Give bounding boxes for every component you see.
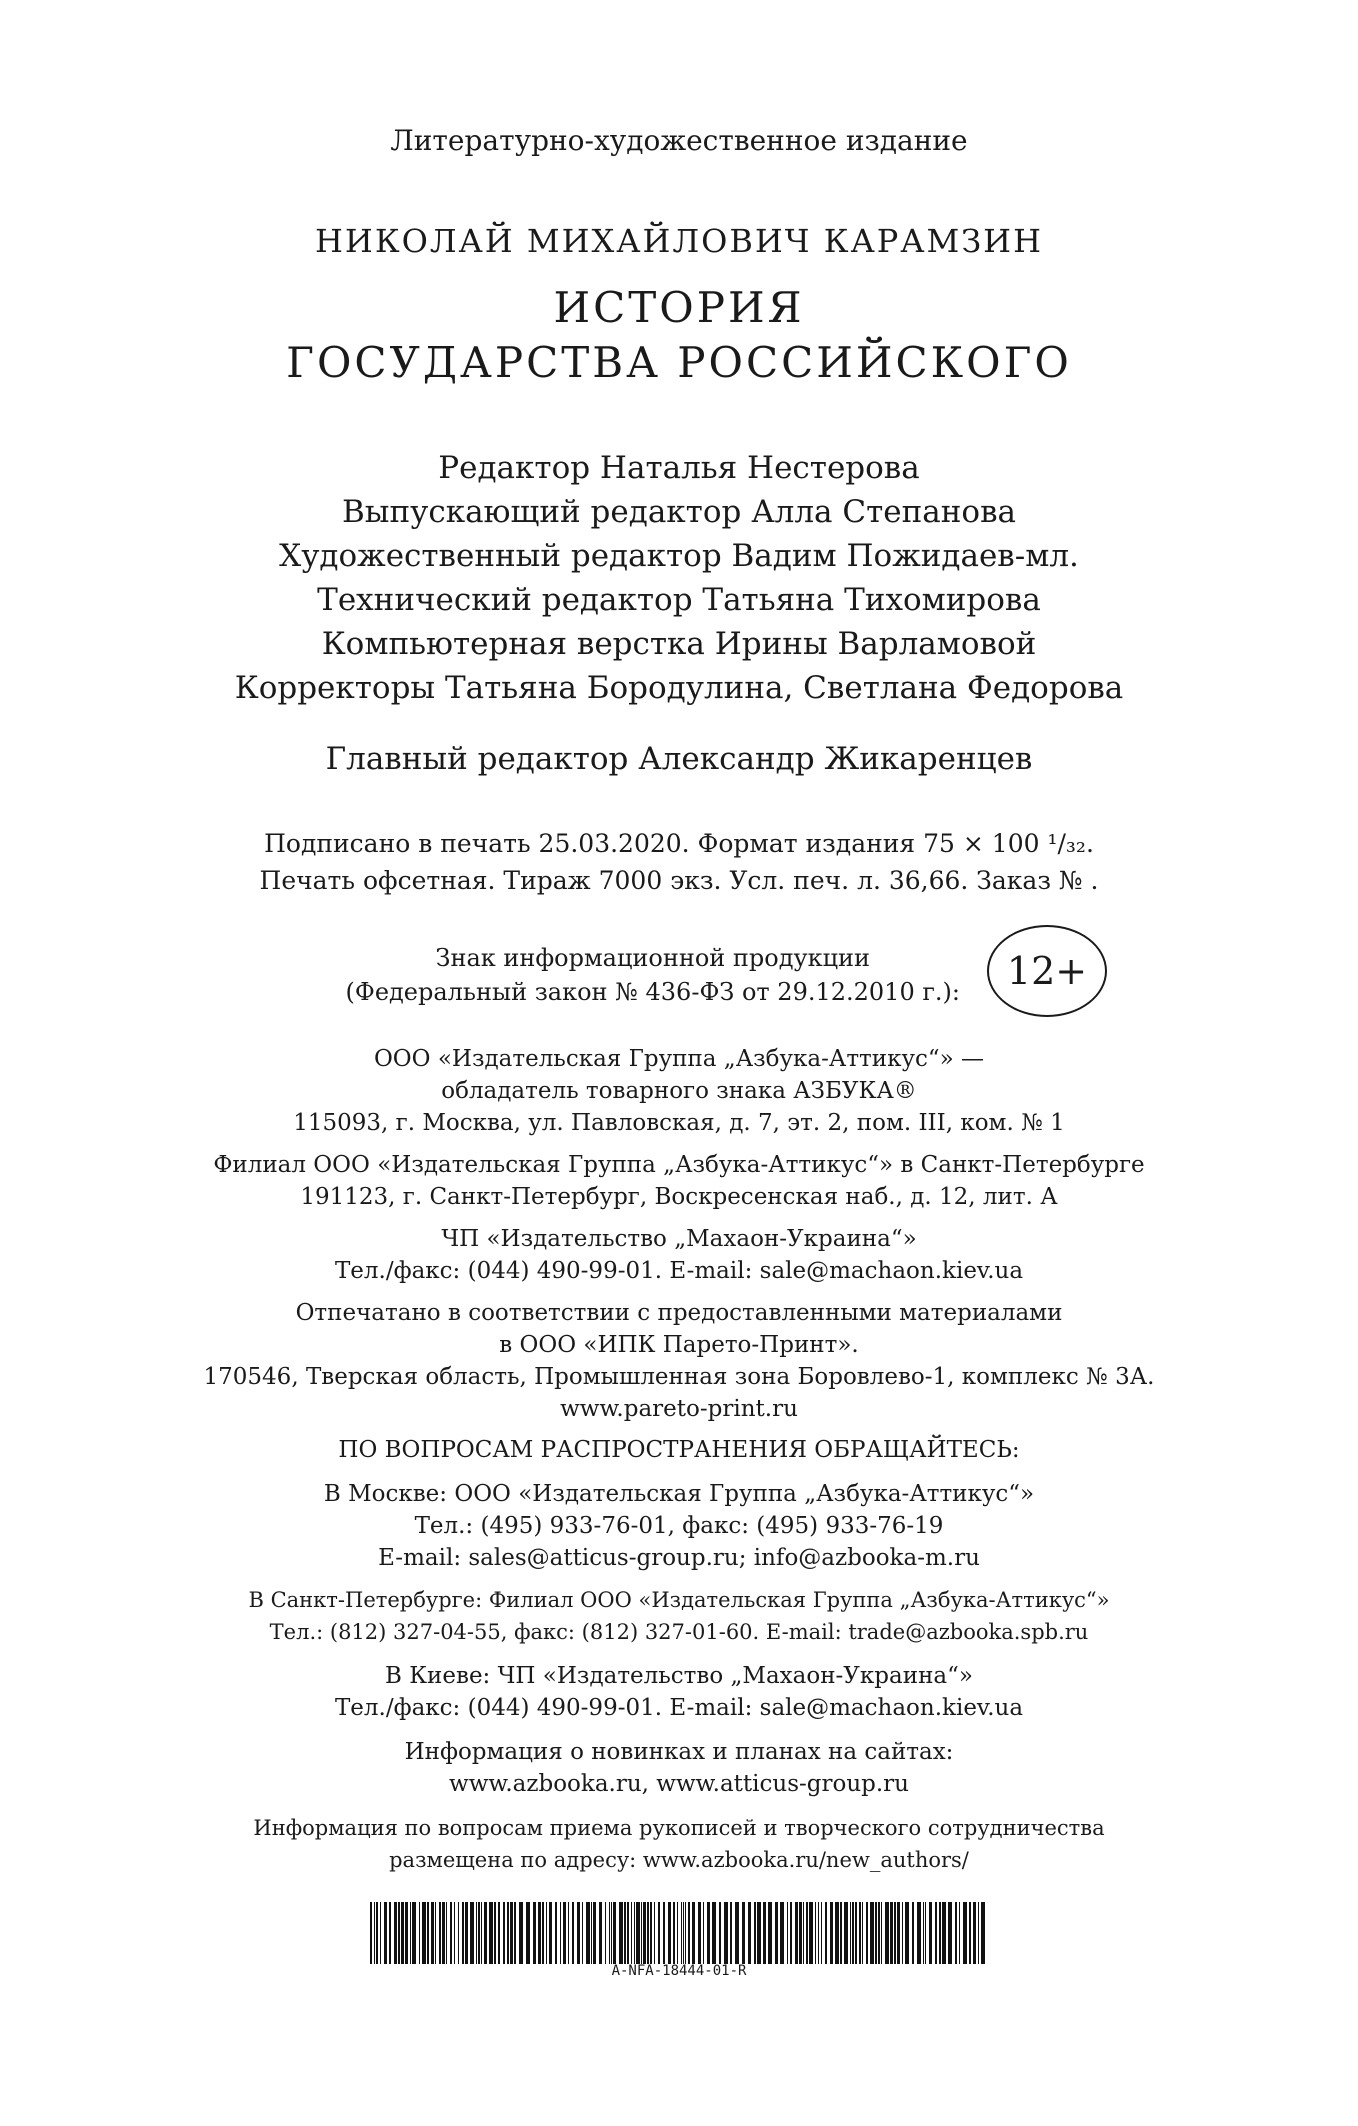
dist-moscow-line-2: Тел.: (495) 933-76-01, факс: (495) 933-76-19 bbox=[414, 1513, 944, 1539]
branch-spb-address: 191123, г. Санкт-Петербург, Воскресенская наб., д. 12, лит. А bbox=[300, 1184, 1058, 1210]
printed-line-2: в ООО «ИПК Парето-Принт». bbox=[499, 1332, 859, 1358]
dist-moscow-line-1: В Москве: ООО «Издательская Группа „Азбука-Аттикус“» bbox=[323, 1481, 1035, 1507]
age-rating-label bbox=[346, 941, 960, 1009]
branch-ua-contacts: Тел./факс: (044) 490-99-01. E-mail: sale@machaon.kiev.ua bbox=[334, 1258, 1024, 1284]
publisher-line-2: обладатель товарного знака АЗБУКА® bbox=[441, 1078, 917, 1104]
author-name: НИКОЛАЙ МИХАЙЛОВИЧ КАРАМЗИН bbox=[315, 222, 1043, 260]
sites-line-2: www.azbooka.ru, www.atticus-group.ru bbox=[449, 1771, 909, 1797]
printed-line-1: Отпечатано в соответствии с предоставленными материалами bbox=[295, 1300, 1063, 1326]
publisher-address: 115093, г. Москва, ул. Павловская, д. 7, эт. 2, пом. III, ком. № 1 bbox=[293, 1110, 1065, 1136]
printed-website: www.pareto-print.ru bbox=[560, 1396, 798, 1422]
branch-spb-line-1: Филиал ООО «Издательская Группа „Азбука-Аттикус“» в Санкт-Петербурге bbox=[213, 1152, 1145, 1178]
dist-moscow-line-3: E-mail: sales@atticus-group.ru; info@azbooka-m.ru bbox=[378, 1545, 980, 1571]
publisher-line-1: ООО «Издательская Группа „Азбука-Аттикус“» — bbox=[373, 1046, 985, 1072]
dist-spb-line-2: Тел.: (812) 327-04-55, факс: (812) 327-01-60. E-mail: trade@azbooka.spb.ru bbox=[269, 1620, 1089, 1644]
book-title-line-2: ГОСУДАРСТВА РОССИЙСКОГО bbox=[286, 338, 1072, 387]
credit-proofreaders: Корректоры Татьяна Бородулина, Светлана Федорова bbox=[234, 670, 1124, 706]
dist-spb-line-1: В Санкт-Петербурге: Филиал ООО «Издательская Группа „Азбука-Аттикус“» bbox=[248, 1588, 1110, 1612]
print-info-line-1: Подписано в печать 25.03.2020. Формат издания 75 × 100 ¹/₃₂. bbox=[264, 829, 1094, 858]
age-label-line-1: Знак информационной продукции bbox=[435, 944, 871, 972]
age-rating-block bbox=[0, 925, 1358, 1025]
manuscripts-line-2: размещена по адресу: www.azbooka.ru/new_authors/ bbox=[389, 1848, 969, 1872]
age-label-line-2: (Федеральный закон № 436-ФЗ от 29.12.2010 г.): bbox=[345, 978, 960, 1006]
branch-ua-line-1: ЧП «Издательство „Махаон-Украина“» bbox=[441, 1226, 917, 1252]
dist-kiev-line-2: Тел./факс: (044) 490-99-01. E-mail: sale@machaon.kiev.ua bbox=[334, 1695, 1024, 1721]
book-title-line-1: ИСТОРИЯ bbox=[553, 283, 805, 332]
chief-editor: Главный редактор Александр Жикаренцев bbox=[325, 741, 1033, 777]
print-info-line-2: Печать офсетная. Тираж 7000 экз. Усл. печ. л. 36,66. Заказ № . bbox=[259, 866, 1099, 895]
credit-art-editor: Художественный редактор Вадим Пожидаев-мл. bbox=[279, 538, 1079, 574]
credit-managing-editor: Выпускающий редактор Алла Степанова bbox=[341, 494, 1017, 530]
barcode-text: A-NFA-18444-01-R bbox=[611, 1963, 747, 1979]
dist-kiev-line-1: В Киеве: ЧП «Издательство „Махаон-Украина“» bbox=[385, 1663, 973, 1689]
printed-line-3: 170546, Тверская область, Промышленная зона Боровлево-1, комплекс № 3А. bbox=[203, 1364, 1155, 1390]
sites-line-1: Информация о новинках и планах на сайтах: bbox=[404, 1739, 954, 1765]
manuscripts-line-1: Информация по вопросам приема рукописей и творческого сотрудничества bbox=[253, 1816, 1105, 1840]
distribution-heading: ПО ВОПРОСАМ РАСПРОСТРАНЕНИЯ ОБРАЩАЙТЕСЬ: bbox=[338, 1437, 1020, 1463]
barcode-image bbox=[368, 1902, 988, 1964]
age-rating-badge: 12+ bbox=[987, 925, 1107, 1017]
credit-technical-editor: Технический редактор Татьяна Тихомирова bbox=[317, 582, 1041, 618]
credit-layout: Компьютерная верстка Ирины Варламовой bbox=[321, 626, 1037, 662]
credit-editor: Редактор Наталья Нестерова bbox=[438, 450, 920, 486]
edition-type: Литературно-художественное издание bbox=[390, 124, 968, 157]
